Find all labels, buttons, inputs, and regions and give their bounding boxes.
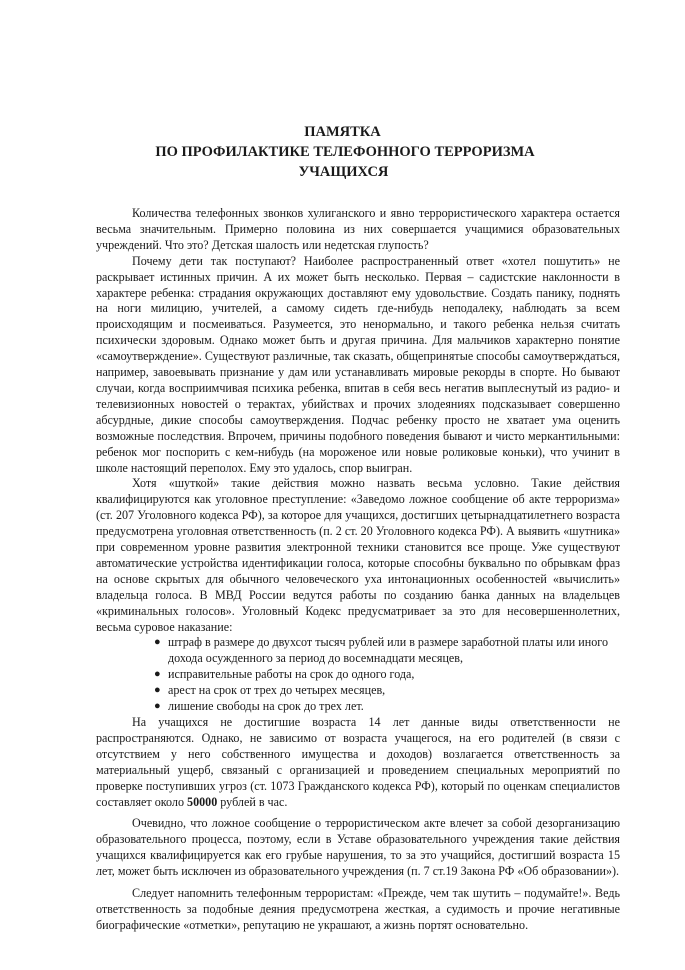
- damage-amount: 50000: [187, 794, 218, 809]
- paragraph-expulsion: Очевидно, что ложное сообщение о террористическом акте влечет за собой дезорганизацию образовательного процесса, поэтому, если в Уставе образовательного учреждения такие действия учащихся квалифицируется как его грубые нарушения, то за это учащийся, достигший возраста 15 лет, может быть исключен из образовательного учреждения (п. 7 ст.19 Закона РФ «Об образовании»).: [96, 816, 620, 879]
- document-title: [0, 122, 685, 182]
- damage-unit-text: рублей в час.: [220, 794, 288, 809]
- paragraph-intro: Количества телефонных звонков хулиганского и явно террористического характера остается весьма значительным. Примерно половина из них совершается учащимися образовательных учреждений. Что это? Детская шалость или недетская глупость?: [96, 206, 620, 252]
- parents-liability-text: На учащихся не достигшие возраста 14 лет данные виды ответственности не распространяются. Однако, не зависимо от возраста учащегося, на его родителей (в связи с отсутствием у него собственного имущества и доходов) возлагается ответственность за материальный ущерб, связаный с организацией и проведением специальных мероприятий по проверке поступивших угроз (ст. 1073 Гражданского кодекса РФ), который по оценкам специалистов составляет около: [96, 715, 620, 809]
- paragraph-liability: Хотя «шуткой» такие действия можно назвать весьма условно. Такие действия квалифицируются как уголовное преступление: «Заведомо ложное сообщение об акте терроризма» (ст. 207 Уголовного кодекса РФ), за которое для учащихся, достигших цетырнадцатилетнего возраста предусмотрена уголовная ответственность (п. 2 ст. 20 Уголовного кодекса РФ). А выявить «шутника» при современном уровне развития электронной техники становится все проще. Уже существуют автоматические устройства идентификации голоса, которые способны буквально по обрывкам фраз на основе скрытых для обычного человеческого уха интонационных особенностей «вычислить» владельца голоса. В МВД России ведутся работы по созданию банка данных на владельцев «криминальных голосов». Уголовный Кодекс предусматривает за это для несовершеннолетних, весьма суровое наказание:: [96, 476, 620, 634]
- title-line-3: УЧАЩИХСЯ: [298, 164, 389, 180]
- paragraph-parents-liability: [96, 715, 620, 810]
- penalty-text: арест на срок от трех до четырех месяцев,: [168, 683, 386, 698]
- list-item: [154, 699, 620, 715]
- paragraph-warning: Следует напомнить телефонным террористам: «Прежде, чем так шутить – подумайте!». Ведь ответственность за подобные деяния предусмотрена жесткая, а судимость и прочие негативные биографические «отметки», репутацию не украшают, а жизнь портят основательно.: [96, 886, 620, 932]
- title-line-2: ПО ПРОФИЛАКТИКЕ ТЕЛЕФОННОГО ТЕРРОРИЗМА: [155, 144, 535, 160]
- penalty-text: лишение свободы на срок до трех лет.: [168, 699, 364, 714]
- bullet-icon: ●: [154, 636, 161, 649]
- penalties-list: [96, 635, 620, 715]
- list-item: [154, 667, 620, 683]
- title-line-1: ПАМЯТКА: [304, 124, 381, 140]
- bullet-icon: ●: [154, 668, 161, 681]
- bullet-icon: ●: [154, 684, 161, 697]
- bullet-icon: ●: [154, 700, 161, 713]
- list-item: [154, 635, 620, 667]
- paragraph-reasons: Почему дети так поступают? Наиболее распространенный ответ «хотел пошутить» не раскрывает истинных причин. А их может быть несколько. Первая – садистские наклонности в характере ребенка: страдания окружающих доставляют ему удовольствие. Создать панику, поднять на ноги милицию, учителей, а самому сидеть где-нибудь неподалеку, наблюдать за всем происходящим и посмеиваться. Разумеется, это ненормально, и такого ребенка нельзя считать психически здоровым. Однако может быть и другая причина. Для мальчиков характерно понятие «самоутверждение». Существуют различные, так сказать, общепринятые способы самоутверждаться, например, завоевывать признание у дам или устанавливать мировые рекорды в спорте. Но бывают случаи, когда восприимчивая психика ребенка, впитав в себя весь негатив выплеснутый из радио- и телевизионных новостей о терактах, убийствах и прочих злодеяниях подсказывает совершенно абсурдные, дикие способы самоутверждения. Подчас ребенку просто не хватает ума оценить возможные последствия. Впрочем, причины подобного поведения бывают и чисто меркантильными: ребенок мог поспорить с кем-нибудь (на мороженое или новые роликовые коньки), что учинит в школе настоящий переполох. Ему это удалось, спор выигран.: [96, 253, 620, 475]
- list-item: [154, 683, 620, 699]
- penalty-text: штраф в размере до двухсот тысяч рублей или в размере заработной платы или иного дохода осужденного за период до восемнадцати месяцев,: [168, 635, 608, 666]
- penalty-text: исправительные работы на срок до одного года,: [168, 667, 415, 682]
- document-body: [96, 206, 620, 934]
